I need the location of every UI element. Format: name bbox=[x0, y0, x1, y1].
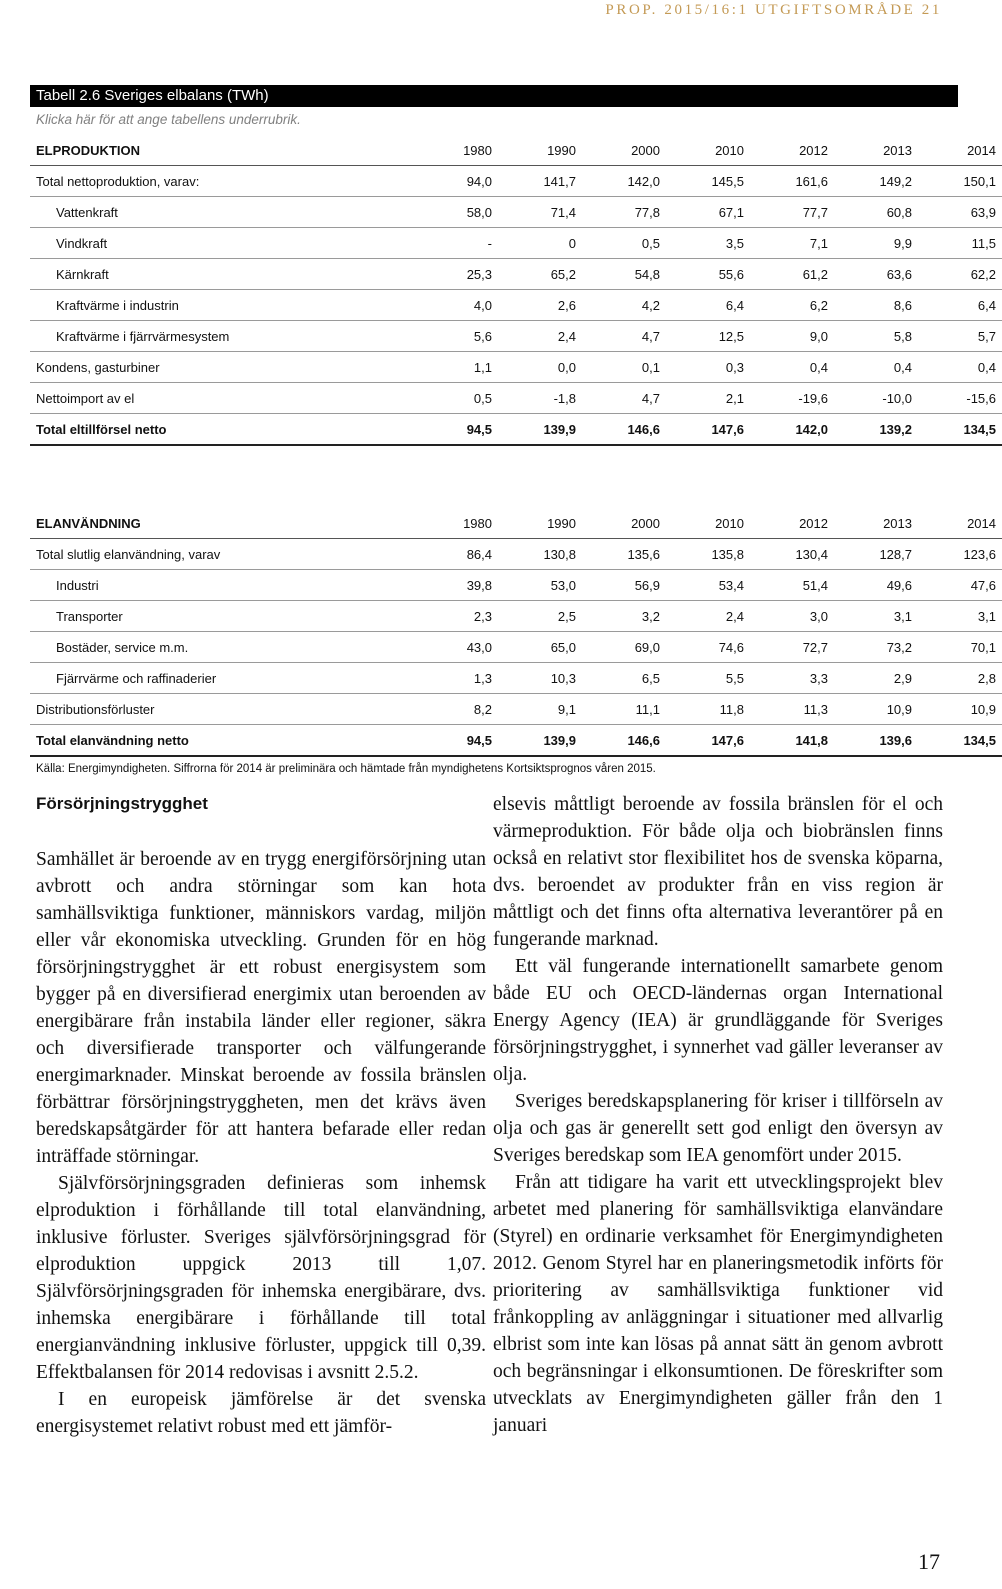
table-cell: 10,3 bbox=[550, 670, 576, 686]
year-header: 2010 bbox=[715, 515, 744, 531]
table-cell: 11,8 bbox=[719, 701, 744, 717]
page-number: 17 bbox=[918, 1549, 940, 1574]
table-total-row bbox=[30, 414, 1002, 446]
row-label: Vattenkraft bbox=[56, 204, 118, 220]
table-cell: 145,5 bbox=[711, 173, 744, 189]
table-cell: 0,5 bbox=[641, 235, 660, 251]
table-cell: 53,4 bbox=[718, 577, 744, 593]
consumption-table bbox=[30, 508, 1002, 757]
table-cell: 141,8 bbox=[795, 732, 828, 748]
table-cell: 2,5 bbox=[557, 608, 576, 624]
row-label: Total nettoproduktion, varav: bbox=[36, 173, 200, 189]
table-cell: 6,4 bbox=[725, 297, 744, 313]
table-cell: 134,5 bbox=[963, 732, 996, 748]
table-cell: 3,2 bbox=[641, 608, 660, 624]
table-cell: 3,1 bbox=[977, 608, 996, 624]
table-cell: 0,3 bbox=[725, 359, 744, 375]
table-cell: -19,6 bbox=[798, 390, 828, 406]
table-cell: 3,3 bbox=[809, 670, 828, 686]
table-cell: 2,3 bbox=[473, 608, 492, 624]
table-cell: 3,1 bbox=[893, 608, 912, 624]
table-row bbox=[30, 601, 1002, 632]
year-header: 1980 bbox=[463, 515, 492, 531]
table-cell: 4,7 bbox=[641, 328, 660, 344]
row-label: Fjärrvärme och raffinaderier bbox=[56, 670, 217, 686]
table-cell: 55,6 bbox=[718, 266, 744, 282]
table-cell: -1,8 bbox=[553, 390, 576, 406]
table-cell: 65,0 bbox=[550, 639, 576, 655]
paragraph: Ett väl fungerande internationellt samarbete genom både EU och OECD-ländernas organ International Energy Agency (IEA) är grundläggande för Sveriges försörjningstrygghet, i synnerhet vad gäller leveranser av olja. bbox=[493, 956, 943, 1085]
paragraph: Samhället är beroende av en trygg energiförsörjning utan avbrott och andra störningar som kan hota samhällsviktiga funktioner, människors vardag, miljön eller vår ekonomiska utveckling. Grunden för en hög försörjningstrygghet är ett robust energisystem som bygger på en diversifierad energimix utan beroenden av energibärare från instabila länder eller regioner, säkra och diversifierade transporter och välfungerande energimarknader. Minskat beroende av fossila bränslen förbättrar försörjningstryggheten, men det krävs även beredskapsåtgärder för att hantera befarade eller redan inträffade störningar. bbox=[36, 849, 486, 1167]
table-cell: 139,2 bbox=[879, 421, 912, 437]
right-text-column bbox=[493, 791, 943, 1439]
table-row bbox=[30, 539, 1002, 570]
paragraph: I en europeisk jämförelse är det svenska energisystemet relativt robust med ett jämför- bbox=[36, 1389, 486, 1437]
table-cell: 6,4 bbox=[977, 297, 996, 313]
table-cell: 2,4 bbox=[725, 608, 744, 624]
row-label: Bostäder, service m.m. bbox=[56, 639, 189, 655]
row-label: Nettoimport av el bbox=[36, 390, 135, 406]
table-cell: 146,6 bbox=[627, 421, 660, 437]
table-cell: 54,8 bbox=[634, 266, 660, 282]
table-cell: 142,0 bbox=[795, 421, 828, 437]
table-cell: 53,0 bbox=[550, 577, 576, 593]
table-cell: 1,3 bbox=[473, 670, 492, 686]
row-label: Vindkraft bbox=[56, 235, 108, 251]
table-cell: 11,3 bbox=[803, 701, 828, 717]
table-cell: 86,4 bbox=[466, 546, 492, 562]
table-cell: 142,0 bbox=[627, 173, 660, 189]
table-cell: 94,0 bbox=[466, 173, 492, 189]
table-cell: 0,5 bbox=[473, 390, 492, 406]
table-cell: 4,0 bbox=[473, 297, 492, 313]
table-row bbox=[30, 259, 1002, 290]
table-cell: 146,6 bbox=[627, 732, 660, 748]
table-cell: 147,6 bbox=[711, 732, 744, 748]
table-cell: 2,6 bbox=[557, 297, 576, 313]
table-cell: 0 bbox=[568, 235, 576, 251]
year-header: 2012 bbox=[799, 142, 828, 158]
table-title: Tabell 2.6 Sveriges elbalans (TWh) bbox=[30, 85, 958, 107]
table-cell: 9,9 bbox=[893, 235, 912, 251]
year-header: 2013 bbox=[883, 515, 912, 531]
table-cell: 9,1 bbox=[557, 701, 576, 717]
table-cell: 10,9 bbox=[970, 701, 996, 717]
table-cell: 94,5 bbox=[466, 732, 492, 748]
table-cell: 0,4 bbox=[809, 359, 828, 375]
paragraph: Från att tidigare ha varit ett utvecklingsprojekt blev arbetet med planering för samhällsviktiga elanvändare (Styrel) en ordinarie verksamhet för Energimyndigheten 2012. Genom Styrel har en planeringsmetodik införts för prioritering av samhällsviktiga funktioner vid frånkoppling av anläggningar i situationer med allvarlig elbrist som inte kan lösas på annat sätt än genom avbrott och begränsningar i elkonsumtionen. De föreskrifter som utvecklats av Energimyndigheten gäller från den 1 januari bbox=[493, 1172, 943, 1436]
table-cell: 135,6 bbox=[627, 546, 660, 562]
year-header: 2014 bbox=[967, 142, 996, 158]
section-header: ELANVÄNDNING bbox=[36, 515, 141, 531]
table-cell: 61,2 bbox=[802, 266, 828, 282]
table-cell: 39,8 bbox=[466, 577, 492, 593]
table-row bbox=[30, 290, 1002, 321]
table-row bbox=[30, 228, 1002, 259]
table-cell: 8,2 bbox=[473, 701, 492, 717]
row-label: Kraftvärme i industrin bbox=[56, 297, 179, 313]
table-cell: 134,5 bbox=[963, 421, 996, 437]
table-cell: 2,4 bbox=[557, 328, 576, 344]
table-cell: 11,5 bbox=[971, 235, 996, 251]
table-cell: 77,8 bbox=[634, 204, 660, 220]
table-row bbox=[30, 632, 1002, 663]
table-cell: 1,1 bbox=[473, 359, 492, 375]
table-row bbox=[30, 197, 1002, 228]
paragraph: elsevis måttligt beroende av fossila bränslen för el och värmeproduktion. För både olja och biobränslen finns också en relativt stor flexibilitet hos de svenska köparna, dvs. beroendet av produkter från en viss region är måttligt och det finns ofta alternativa leverantörer på en fungerande marknad. bbox=[493, 794, 943, 950]
table-cell: 147,6 bbox=[711, 421, 744, 437]
table-cell: 130,4 bbox=[795, 546, 828, 562]
table-cell: 139,9 bbox=[543, 732, 576, 748]
table-cell: 2,8 bbox=[977, 670, 996, 686]
table-cell: 63,6 bbox=[886, 266, 912, 282]
table-cell: 150,1 bbox=[963, 173, 996, 189]
table-cell: 70,1 bbox=[970, 639, 996, 655]
table-row bbox=[30, 694, 1002, 725]
table-cell: 65,2 bbox=[550, 266, 576, 282]
year-header: 2013 bbox=[883, 142, 912, 158]
year-header: 2012 bbox=[799, 515, 828, 531]
table-cell: 74,6 bbox=[718, 639, 744, 655]
row-label: Total slutlig elanvändning, varav bbox=[36, 546, 221, 562]
year-header: 2010 bbox=[715, 142, 744, 158]
table-cell: 6,2 bbox=[809, 297, 828, 313]
table-cell: 130,8 bbox=[543, 546, 576, 562]
table-cell: 161,6 bbox=[795, 173, 828, 189]
table-cell: 5,6 bbox=[473, 328, 492, 344]
table-cell: 128,7 bbox=[879, 546, 912, 562]
table-cell: 2,9 bbox=[893, 670, 912, 686]
paragraph: Självförsörjningsgraden definieras som inhemsk elproduktion i förhållande till total elanvändning, inklusive förluster. Sveriges självförsörjningsgrad för elproduktion uppgick 2013 till 1,07. Självförsörjningsgraden för inhemska energibärare, dvs. inhemska energibärare i förhållande till total energianvändning inklusive förluster, uppgick till 0,39. Effektbalansen för 2014 redovisas i avsnitt 2.5.2. bbox=[36, 1173, 486, 1383]
paragraph: Sveriges beredskapsplanering för kriser i tillförseln av olja och gas är generellt sett god enligt den översyn av Sveriges beredskap som IEA genomfört under 2015. bbox=[493, 1091, 943, 1166]
left-text-column bbox=[36, 846, 486, 1440]
table-row bbox=[30, 570, 1002, 601]
table-cell: 43,0 bbox=[466, 639, 492, 655]
table-cell: 6,5 bbox=[641, 670, 660, 686]
table-cell: -15,6 bbox=[966, 390, 996, 406]
table-cell: 5,5 bbox=[725, 670, 744, 686]
table-cell: 149,2 bbox=[879, 173, 912, 189]
table-cell: 0,4 bbox=[977, 359, 996, 375]
year-header: 1990 bbox=[547, 515, 576, 531]
table-cell: 73,2 bbox=[886, 639, 912, 655]
table-subtitle[interactable]: Klicka här för att ange tabellens underrubrik. bbox=[36, 112, 301, 127]
table-cell: 7,1 bbox=[809, 235, 828, 251]
year-header: 2000 bbox=[631, 515, 660, 531]
table-cell: 51,4 bbox=[802, 577, 828, 593]
table-cell: 67,1 bbox=[718, 204, 744, 220]
row-label: Kraftvärme i fjärrvärmesystem bbox=[56, 328, 230, 344]
table-cell: 11,1 bbox=[635, 701, 660, 717]
table-cell: 72,7 bbox=[802, 639, 828, 655]
table-cell: 139,6 bbox=[879, 732, 912, 748]
table-cell: 9,0 bbox=[809, 328, 828, 344]
table-cell: 56,9 bbox=[634, 577, 660, 593]
table-row bbox=[30, 166, 1002, 197]
table-row bbox=[30, 321, 1002, 352]
table-cell: 141,7 bbox=[543, 173, 576, 189]
row-label: Total elanvändning netto bbox=[36, 732, 189, 748]
year-header: 1990 bbox=[547, 142, 576, 158]
table-cell: 3,0 bbox=[809, 608, 828, 624]
table-cell: 69,0 bbox=[634, 639, 660, 655]
section-heading: Försörjningstrygghet bbox=[36, 794, 208, 813]
table-row bbox=[30, 352, 1002, 383]
table-cell: 58,0 bbox=[466, 204, 492, 220]
table-cell: 12,5 bbox=[718, 328, 744, 344]
table-cell: 63,9 bbox=[970, 204, 996, 220]
table-cell: 71,4 bbox=[550, 204, 576, 220]
table-cell: 4,7 bbox=[641, 390, 660, 406]
table-source-note: Källa: Energimyndigheten. Siffrorna för 2014 är preliminära och hämtade från myndighetens Kortsiktsprognos våren 2015. bbox=[36, 763, 656, 775]
table-cell: 135,8 bbox=[711, 546, 744, 562]
running-header: PROP. 2015/16:1 UTGIFTSOMRÅDE 21 bbox=[605, 2, 942, 18]
table-cell: 25,3 bbox=[466, 266, 492, 282]
table-cell: 5,7 bbox=[977, 328, 996, 344]
table-cell: - bbox=[487, 235, 492, 251]
table-row bbox=[30, 663, 1002, 694]
table-header-row bbox=[30, 508, 1002, 539]
year-header: 1980 bbox=[463, 142, 492, 158]
table-cell: 94,5 bbox=[466, 421, 492, 437]
table-cell: 123,6 bbox=[963, 546, 996, 562]
table-cell: 0,4 bbox=[893, 359, 912, 375]
table-cell: 49,6 bbox=[886, 577, 912, 593]
table-cell: 3,5 bbox=[725, 235, 744, 251]
table-row bbox=[30, 383, 1002, 414]
table-cell: 77,7 bbox=[802, 204, 828, 220]
table-cell: 47,6 bbox=[970, 577, 996, 593]
row-label: Kärnkraft bbox=[56, 266, 109, 282]
table-cell: 5,8 bbox=[893, 328, 912, 344]
production-table bbox=[30, 135, 1002, 446]
table-cell: 8,6 bbox=[893, 297, 912, 313]
table-cell: 4,2 bbox=[641, 297, 660, 313]
table-cell: 60,8 bbox=[886, 204, 912, 220]
table-header-row bbox=[30, 135, 1002, 166]
table-cell: 0,1 bbox=[641, 359, 660, 375]
table-cell: 62,2 bbox=[970, 266, 996, 282]
row-label: Distributionsförluster bbox=[36, 701, 155, 717]
year-header: 2000 bbox=[631, 142, 660, 158]
table-cell: 2,1 bbox=[725, 390, 744, 406]
year-header: 2014 bbox=[967, 515, 996, 531]
row-label: Kondens, gasturbiner bbox=[36, 359, 160, 375]
table-total-row bbox=[30, 725, 1002, 757]
row-label: Industri bbox=[56, 577, 99, 593]
table-cell: -10,0 bbox=[882, 390, 912, 406]
table-cell: 10,9 bbox=[886, 701, 912, 717]
row-label: Transporter bbox=[56, 608, 123, 624]
table-cell: 139,9 bbox=[543, 421, 576, 437]
table-cell: 0,0 bbox=[557, 359, 576, 375]
row-label: Total eltillförsel netto bbox=[36, 421, 167, 437]
section-header: ELPRODUKTION bbox=[36, 142, 140, 158]
